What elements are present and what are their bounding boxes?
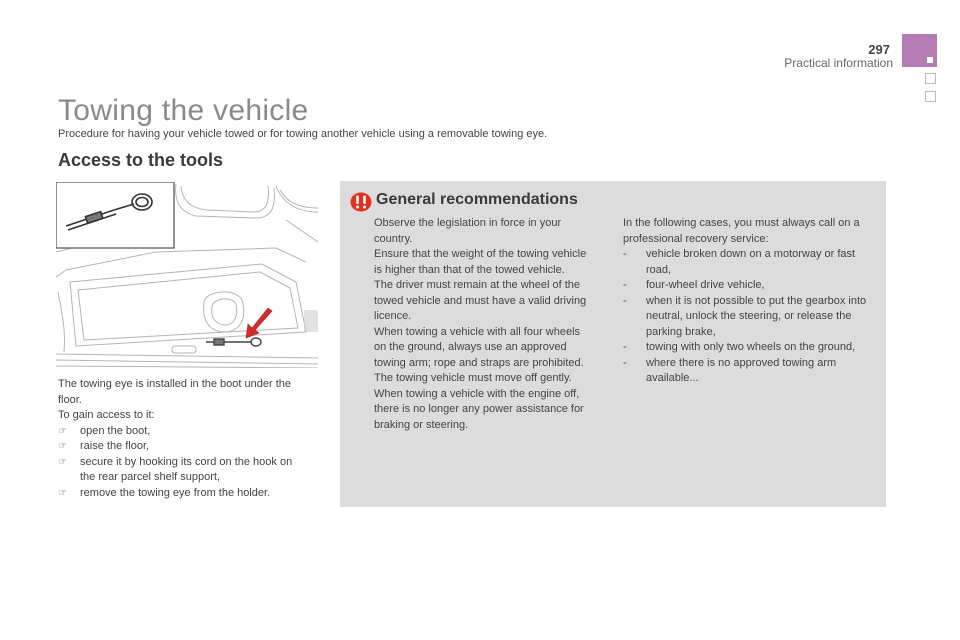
tools-steps xyxy=(58,424,303,502)
recommendation-line: When towing a vehicle with the engine off, there is no longer any power assistance for braking or steering. xyxy=(374,387,584,431)
finger-pointer-icon: ☞ xyxy=(58,441,67,452)
finger-pointer-icon: ☞ xyxy=(58,487,67,499)
recovery-cases xyxy=(623,247,878,387)
recommendation-line: Ensure that the weight of the towing vehicle is higher than that of the towed vehicle. xyxy=(374,248,587,276)
list-item: ☞ open the boot, xyxy=(58,424,303,440)
boot-illustration xyxy=(56,182,318,368)
recommendations-panel xyxy=(340,181,886,507)
dash-mark: - xyxy=(623,356,627,369)
finger-pointer-icon: ☞ xyxy=(58,456,67,468)
list-item: - towing with only two wheels on the ground, xyxy=(623,340,878,356)
tab-dot xyxy=(927,57,933,63)
section-label: Practical information xyxy=(784,56,893,70)
section-tab-active[interactable] xyxy=(902,34,937,67)
list-item: ☞ remove the towing eye from the holder. xyxy=(58,486,303,502)
tools-text-line-2: To gain access to it: xyxy=(58,409,155,421)
recommendations-heading: General recommendations xyxy=(376,191,578,208)
page-title: Towing the vehicle xyxy=(58,94,309,127)
recommendation-line: The driver must remain at the wheel of the towed vehicle and must have a valid driving licence. xyxy=(374,279,587,322)
dash-mark: - xyxy=(623,341,627,353)
recommendation-line: The towing vehicle must move off gently. xyxy=(374,372,572,384)
list-item: - when it is not possible to put the gearbox into neutral, unlock the steering, or release the parking brake, xyxy=(623,294,867,338)
warning-icon xyxy=(350,192,372,212)
recommendations-left-column xyxy=(374,216,590,433)
list-item: ☞ raise the floor, xyxy=(58,439,303,455)
list-item: - four-wheel drive vehicle, xyxy=(623,278,878,294)
intro-text: Procedure for having your vehicle towed or for towing another vehicle using a removable towing eye. xyxy=(58,128,548,140)
section-tab-empty-1[interactable] xyxy=(925,73,936,84)
list-item: - where there is no approved towing arm available... xyxy=(623,356,837,384)
recommendation-line: When towing a vehicle with all four wheels on the ground, always use an approved towing arm; rope and straps are prohibited. xyxy=(374,325,584,369)
list-item: ☞ secure it by hooking its cord on the hook on the rear parcel shelf support, xyxy=(58,455,293,483)
recommendations-right-column xyxy=(623,216,878,387)
dash-mark: - xyxy=(623,248,627,260)
tools-text-line-1: The towing eye is installed in the boot under the floor. xyxy=(58,378,291,406)
list-item: - vehicle broken down on a motorway or fast road, xyxy=(623,248,856,276)
tools-instructions xyxy=(58,377,303,501)
section-tab-empty-2[interactable] xyxy=(925,91,936,102)
dash-mark: - xyxy=(623,294,627,307)
finger-pointer-icon: ☞ xyxy=(58,425,67,437)
page-number: 297 xyxy=(868,42,890,57)
dash-mark: - xyxy=(623,279,627,291)
recovery-intro: In the following cases, you must always call on a professional recovery service: xyxy=(623,217,860,245)
tools-heading: Access to the tools xyxy=(58,150,224,170)
recommendation-line: Observe the legislation in force in your country. xyxy=(374,217,562,245)
